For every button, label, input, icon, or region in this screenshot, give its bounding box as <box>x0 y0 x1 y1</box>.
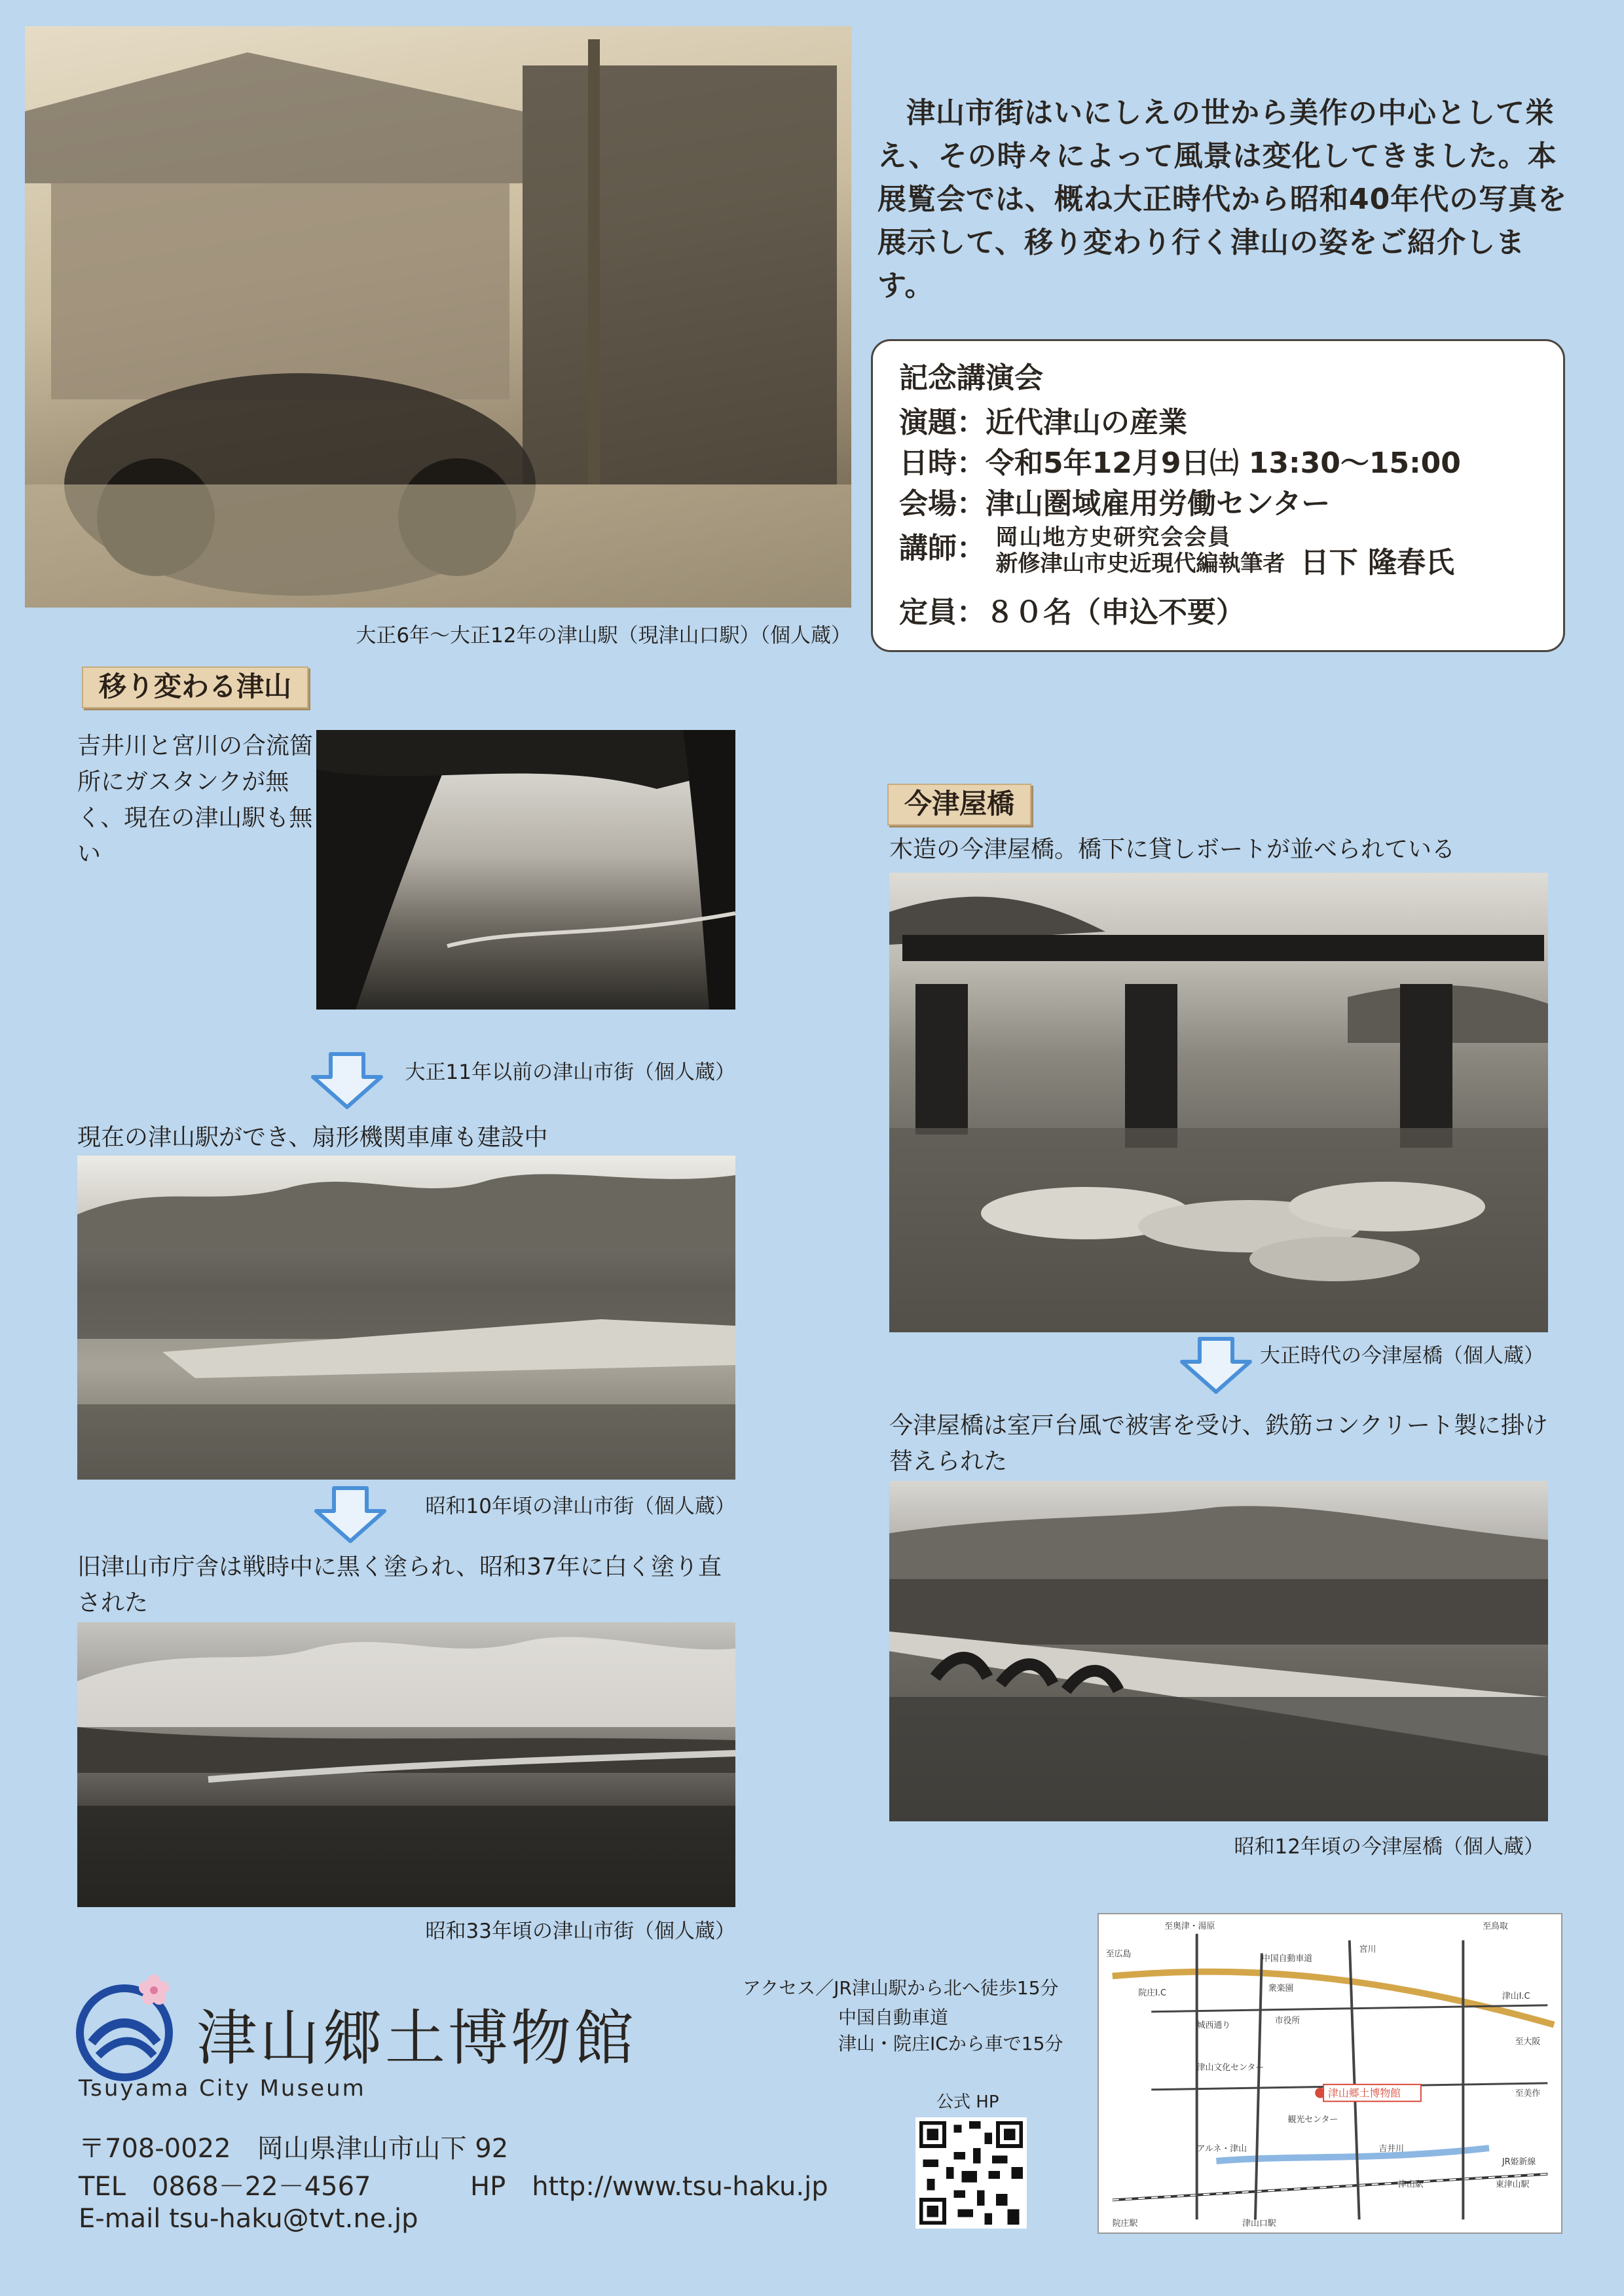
section-tag-imazuya-bridge: 今津屋橋 <box>887 784 1031 826</box>
city-photo-2 <box>77 1156 735 1480</box>
museum-hp-row <box>470 2166 828 2203</box>
lecture-date-row: 日時：令和5年12月9日㈯ 13:30～15:00 <box>899 446 1461 480</box>
access-line-2: 中国自動車道 <box>838 2007 949 2028</box>
map-label: 津山文化センター <box>1196 2063 1264 2073</box>
museum-address: 岡山県津山市山下 92 <box>257 2134 509 2164</box>
map-label: 津山I.C <box>1502 1991 1530 2001</box>
museum-logo-icon <box>72 1971 190 2082</box>
lecture-capacity-label: 定員 <box>899 596 957 629</box>
map-label: 市役所 <box>1274 2016 1301 2026</box>
section-tag-changing-tsuyama: 移り変わる津山 <box>82 666 308 708</box>
museum-email[interactable]: E-mail tsu-haku@tvt.ne.jp <box>79 2204 418 2234</box>
map-label: 衆楽園 <box>1268 1984 1294 1994</box>
map-label: 至美作 <box>1515 2088 1541 2099</box>
lecture-title-label: 演題 <box>899 406 957 439</box>
station-photo-caption: 大正6年～大正12年の津山駅（現津山口駅）（個人蔵） <box>356 624 851 647</box>
map-label: 中国自動車道 <box>1261 1954 1313 1964</box>
museum-tel: TEL 0868－22－4567 <box>79 2172 371 2202</box>
map-label: 津山駅 <box>1398 2179 1424 2190</box>
lecture-date-label: 日時 <box>899 446 957 480</box>
access-map <box>1098 1913 1562 2234</box>
map-label: 至鳥取 <box>1483 1921 1508 1931</box>
map-museum-label: 津山郷土博物館 <box>1328 2086 1401 2100</box>
museum-hp-label: HP <box>470 2172 506 2202</box>
lecture-speaker-aff2: 新修津山市史近現代編執筆者 <box>995 551 1285 577</box>
intro-text: 津山市街はいにしえの世から美作の中心として栄え、その時々によって風景は変化してきました。本展覧会では、概ね大正時代から昭和40年代の写真を展示して、移り変わり行く津山の姿をご紹介します。 <box>877 96 1568 302</box>
lecture-speaker-label: 講師 <box>899 532 957 565</box>
map-label: 宮川 <box>1359 1944 1376 1955</box>
down-arrow-icon <box>1177 1336 1255 1394</box>
city-photo-1-caption: 大正11年以前の津山市街（個人蔵） <box>405 1061 735 1084</box>
lecture-speaker-name: 日下 隆春氏 <box>1300 546 1454 579</box>
museum-hp-link[interactable]: http://www.tsu-haku.jp <box>532 2172 828 2202</box>
left-note-3: 旧津山市庁舎は戦時中に黒く塗られ、昭和37年に白く塗り直された <box>77 1554 722 1616</box>
lecture-title-row: 演題：近代津山の産業 <box>899 406 1187 439</box>
left-note-2: 現在の津山駅ができ、扇形機関車庫も建設中 <box>77 1124 548 1151</box>
map-label: 院庄I.C <box>1138 1988 1167 1998</box>
lecture-venue-row: 会場：津山圏域雇用労働センター <box>899 487 1331 520</box>
bridge-photo-1-caption: 大正時代の今津屋橋（個人蔵） <box>1260 1344 1544 1368</box>
left-note-1: 吉井川と宮川の合流箇所にガスタンクが無く、現在の津山駅も無い <box>77 733 314 867</box>
down-arrow-icon <box>311 1485 390 1544</box>
lecture-speaker-row: 講師： 岡山地方史研究会会員 新修津山市史近現代編執筆者 日下 隆春氏 <box>899 524 1454 579</box>
right-note-2: 今津屋橋は室戸台風で被害を受け、鉄筋コンクリート製に掛け替えられた <box>889 1412 1548 1475</box>
museum-name: 津山郷土博物館 <box>196 2003 637 2073</box>
museum-postal: 〒708-0022 <box>79 2134 231 2164</box>
lecture-heading: 記念講演会 <box>899 361 1043 395</box>
map-label: 吉井川 <box>1378 2144 1405 2155</box>
lecture-venue-label: 会場 <box>899 487 957 520</box>
map-label: 津山口駅 <box>1242 2219 1276 2229</box>
qr-code-icon[interactable] <box>915 2117 1027 2229</box>
map-label: 東津山駅 <box>1495 2179 1530 2190</box>
map-label: JR姫新線 <box>1502 2157 1536 2167</box>
map-label: 院庄駅 <box>1112 2219 1138 2229</box>
lecture-title-value: 近代津山の産業 <box>986 406 1187 439</box>
map-label: 至広島 <box>1105 1949 1132 1959</box>
lecture-capacity-row: 定員：８０名（申込不要） <box>899 596 1245 629</box>
map-label: 至奥津・湯原 <box>1164 1921 1215 1931</box>
museum-name-en: Tsuyama City Museum <box>79 2075 366 2102</box>
lecture-capacity-value: ８０名（申込不要） <box>986 596 1245 629</box>
right-note-1: 木造の今津屋橋。橋下に貸しボートが並べられている <box>889 836 1456 863</box>
bridge-photo-2-caption: 昭和12年頃の今津屋橋（個人蔵） <box>1234 1835 1544 1859</box>
station-photo <box>25 26 851 608</box>
bridge-photo-1 <box>889 873 1548 1332</box>
lecture-date-value: 令和5年12月9日㈯ 13:30～15:00 <box>986 446 1461 480</box>
city-photo-3-caption: 昭和33年頃の津山市街（個人蔵） <box>425 1920 735 1943</box>
access-line-3: 津山・院庄ICから車で15分 <box>838 2033 1063 2054</box>
city-photo-3 <box>77 1622 735 1907</box>
lecture-venue-value: 津山圏域雇用労働センター <box>986 487 1331 520</box>
city-photo-1 <box>316 730 735 1010</box>
qr-label: 公式 HP <box>936 2092 999 2112</box>
down-arrow-icon <box>308 1051 386 1110</box>
city-photo-2-caption: 昭和10年頃の津山市街（個人蔵） <box>425 1495 735 1518</box>
map-label: 観光センター <box>1287 2115 1338 2125</box>
museum-postal-address <box>79 2128 508 2165</box>
bridge-photo-2 <box>889 1481 1548 1821</box>
map-label: 至大阪 <box>1515 2037 1541 2047</box>
lecture-speaker-aff1: 岡山地方史研究会会員 <box>995 524 1232 551</box>
access-line-1: アクセス／JR津山駅から北へ徒歩15分 <box>743 1977 1059 1999</box>
map-label: アルネ・津山 <box>1196 2144 1247 2155</box>
lecture-box <box>871 339 1565 652</box>
map-label: 城西通り <box>1196 2020 1231 2031</box>
